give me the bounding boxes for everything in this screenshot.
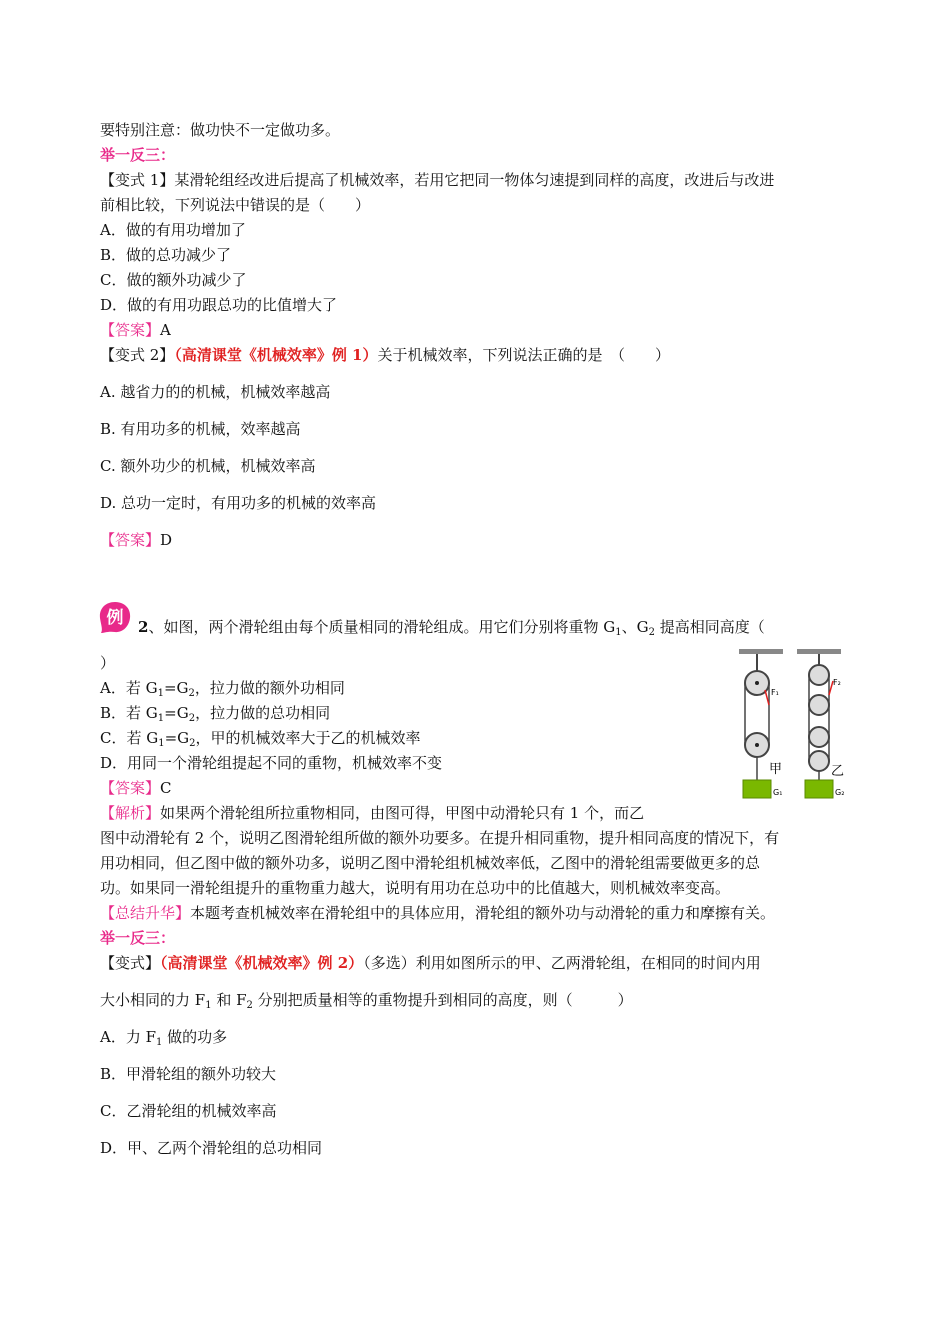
analysis-label: 【解析】 (100, 804, 161, 822)
moving-pulley-yi-1 (809, 727, 829, 747)
v1-answer (100, 320, 171, 340)
ex2-stem-b: 、G (621, 618, 649, 636)
ceiling-yi (797, 649, 841, 654)
v3-stem-line2: 大小相同的力 $F_1$ 和 $F_2$ 分别把质量相等的重物提升到相同的高度，则（ ） (100, 991, 633, 1011)
ex2-option-d: D．用同一个滑轮组提起不同的重物，机械效率不变 (100, 754, 443, 772)
v1-option-c: C．做的额外功减少了 (100, 271, 247, 289)
v3-option-d: D．甲、乙两个滑轮组的总功相同 (100, 1139, 323, 1157)
answer-value: C (160, 779, 172, 797)
label-f2: F₂ (833, 678, 841, 687)
v1-suffix: 】 (159, 171, 175, 189)
ex2-stem-line2: ） (100, 654, 116, 672)
v1-prefix: 【变式 (100, 171, 150, 189)
label-g1: G₁ (773, 788, 783, 797)
v3-prefix: 【变式】 (100, 954, 161, 972)
example-badge-icon (98, 600, 132, 634)
v2-source: （高清课堂《机械效率》例 1） (174, 346, 378, 364)
ex2-option-b: B．若 $G_1=G_2$，拉力做的总功相同 (100, 704, 331, 724)
v2-stem-text: 关于机械效率，下列说法正确的是 （ ） (377, 346, 670, 364)
v1-num: 1 (149, 171, 160, 189)
weight-g1 (743, 780, 771, 798)
v3-source: （高清课堂《机械效率》例 2） (160, 954, 364, 972)
ex2-analysis-line3: 用功相同，但乙图中做的额外功多，说明乙图中滑轮组机械效率低，乙图中的滑轮组需要做更多的总 (100, 854, 761, 872)
v2-answer (100, 530, 172, 550)
v3-option-a: A．力 $F_1$ 做的功多 (100, 1028, 228, 1048)
v2-option-b: B. 有用功多的机械，效率越高 (100, 420, 301, 438)
ex2-stem (138, 617, 765, 637)
ex2-g2-sub: 2 (648, 627, 655, 638)
answer-label: 【答案】 (100, 779, 161, 797)
v3-option-c: C．乙滑轮组的机械效率高 (100, 1102, 277, 1120)
weight-g2 (805, 780, 833, 798)
answer-label: 【答案】 (100, 321, 161, 339)
section-heading-2: 举一反三： (100, 929, 176, 947)
label-jia: 甲 (769, 762, 783, 777)
v3-stem-text: （多选）利用如图所示的甲、乙两滑轮组，在相同的时间内用 (363, 954, 761, 972)
section-heading: 举一反三： (100, 146, 176, 164)
v2-option-c: C. 额外功少的机械，机械效率高 (100, 457, 316, 475)
v2-stem (100, 345, 670, 365)
ex2-analysis-line1 (100, 803, 644, 823)
ex2-option-a: A．若 $G_1=G_2$，拉力做的额外功相同 (100, 679, 345, 699)
analysis-text: 如果两个滑轮组所拉重物相同，由图可得，甲图中动滑轮只有 1 个，而乙 (160, 804, 645, 822)
ex2-option-c: C．若 $G_1=G_2$，甲的机械效率大于乙的机械效率 (100, 729, 421, 749)
ex2-number: 2 (138, 618, 149, 636)
ex2-stem-c: 提高相同高度（ (654, 618, 765, 636)
badge-text: 例 (106, 608, 124, 628)
v1-stem-line2: 前相比较，下列说法中错误的是（ ） (100, 196, 371, 214)
ceiling-jia (739, 649, 783, 654)
v3-stem-line1 (100, 953, 761, 973)
ex2-stem-a: 、如图，两个滑轮组由每个质量相同的滑轮组成。用它们分别将重物 G (148, 618, 616, 636)
intro-text: 要特别注意：做功快不一定做功多。 (100, 121, 341, 139)
v1-option-a: A．做的有用功增加了 (100, 221, 246, 239)
v2-option-a: A. 越省力的的机械，机械效率越高 (100, 383, 331, 401)
summary-text: 本题考查机械效率在滑轮组中的具体应用，滑轮组的额外功与动滑轮的重力和摩擦有关。 (190, 904, 776, 922)
label-g2: G₂ (835, 788, 845, 797)
answer-label: 【答案】 (100, 531, 161, 549)
answer-value: A (160, 321, 171, 339)
ex2-g1-sub: 1 (615, 627, 622, 638)
moving-pulley-yi-2 (809, 751, 829, 771)
v1-option-b: B．做的总功减少了 (100, 246, 232, 264)
fixed-pulley-yi-2 (809, 695, 829, 715)
ex2-summary (100, 903, 775, 923)
answer-value: D (160, 531, 173, 549)
v1-stem-line1: 某滑轮组经改进后提高了机械效率，若用它把同一物体匀速提到同样的高度，改进后与改进 (174, 171, 775, 189)
ex2-answer (100, 778, 172, 798)
summary-label: 【总结升华】 (100, 904, 191, 922)
pulley-figure (735, 645, 855, 805)
v1-option-d: D．做的有用功跟总功的比值增大了 (100, 296, 338, 314)
label-yi: 乙 (831, 764, 845, 779)
v2-option-d: D. 总功一定时，有用功多的机械的效率高 (100, 494, 377, 512)
fixed-pulley-yi-1 (809, 665, 829, 685)
ex2-analysis-line4: 功。如果同一滑轮组提升的重物重力越大，说明有用功在总功中的比值越大，则机械效率变高。 (100, 879, 731, 897)
label-f1: F₁ (771, 688, 779, 697)
v1-stem (100, 170, 774, 190)
v2-prefix: 【变式 2】 (100, 346, 175, 364)
ex2-analysis-line2: 图中动滑轮有 2 个，说明乙图滑轮组所做的额外功要多。在提升相同重物，提升相同高度的情况下，有 (100, 829, 780, 847)
v3-option-b: B．甲滑轮组的额外功较大 (100, 1065, 277, 1083)
